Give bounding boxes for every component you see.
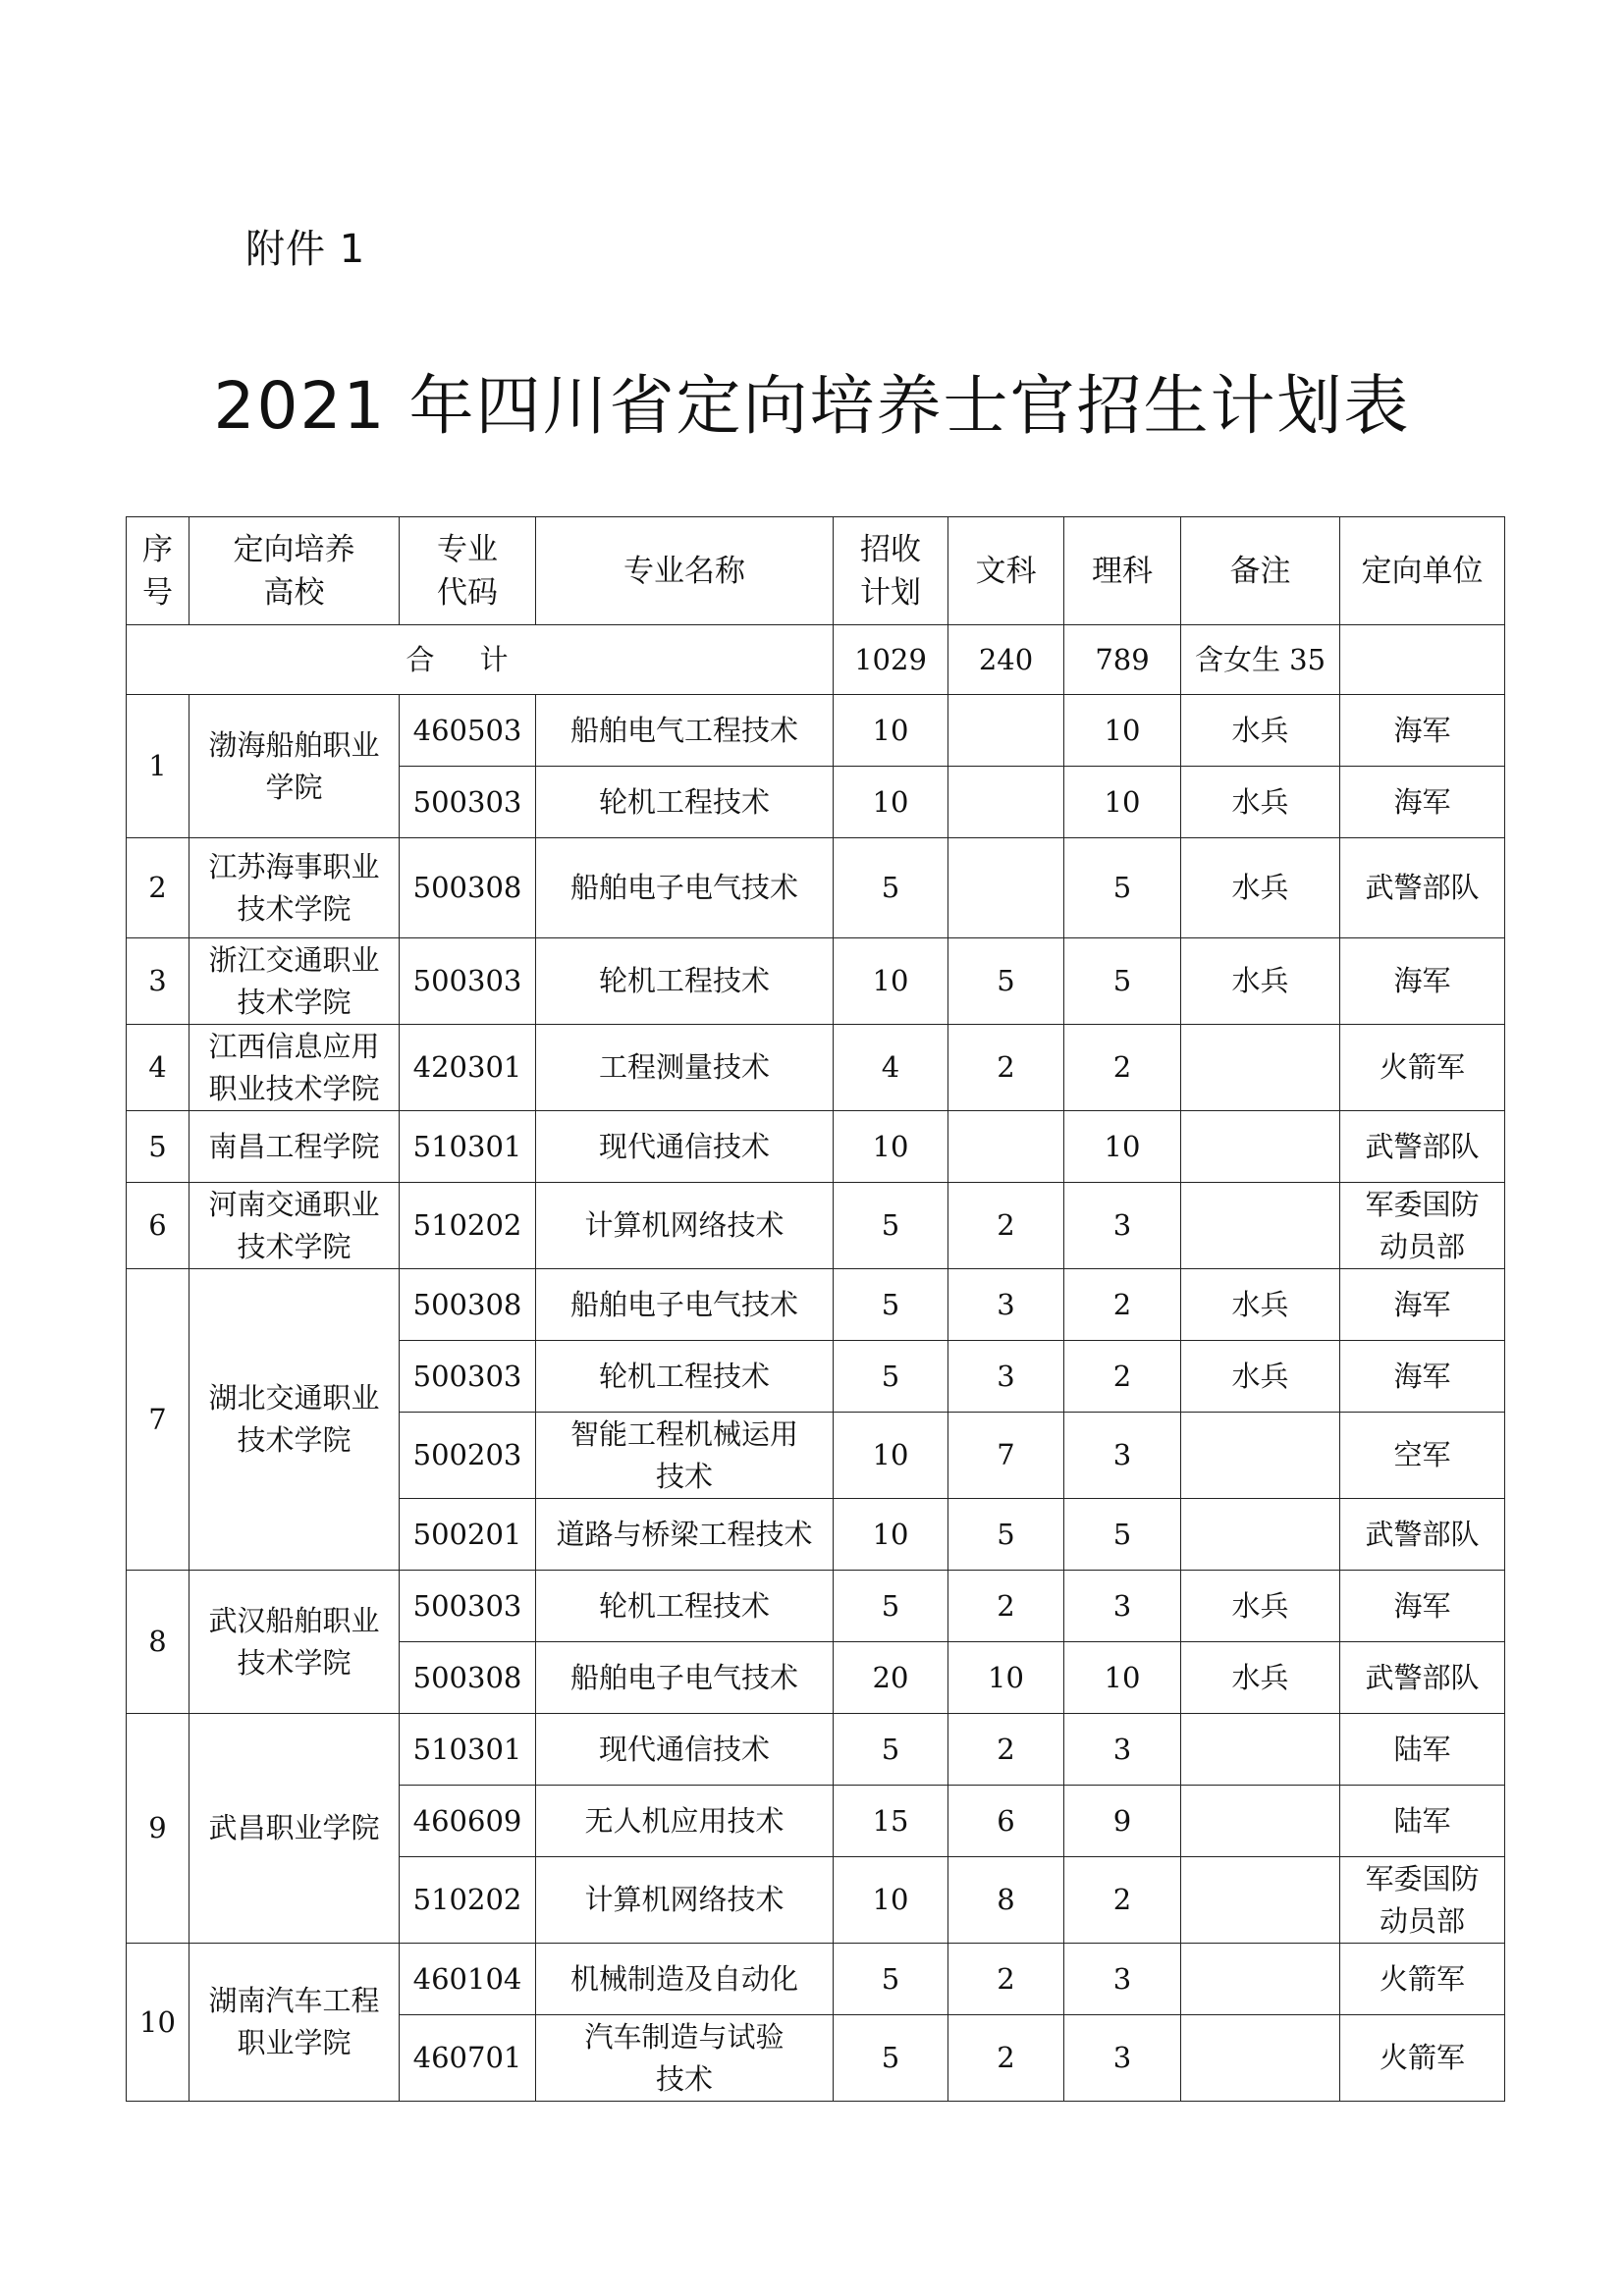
- cell-arts: 2: [948, 1944, 1064, 2015]
- cell-school: 渤海船舶职业 学院: [189, 695, 400, 838]
- cell-school: 武昌职业学院: [189, 1714, 400, 1944]
- enrollment-plan-table: [126, 516, 1505, 2102]
- cell-arts: [948, 767, 1064, 838]
- cell-plan: 5: [834, 838, 948, 938]
- cell-school: 河南交通职业 技术学院: [189, 1183, 400, 1269]
- cell-code: 510202: [400, 1857, 536, 1944]
- cell-code: 500303: [400, 1571, 536, 1642]
- table-row: [127, 1944, 1505, 2015]
- cell-plan: 10: [834, 695, 948, 767]
- cell-school: 湖南汽车工程 职业学院: [189, 1944, 400, 2102]
- cell-science: 3: [1064, 1944, 1181, 2015]
- cell-school: 江苏海事职业 技术学院: [189, 838, 400, 938]
- header-remark: 备注: [1181, 517, 1340, 625]
- cell-remark: [1181, 1944, 1340, 2015]
- cell-plan: 10: [834, 1413, 948, 1499]
- cell-unit: 海军: [1340, 695, 1505, 767]
- header-unit: 定向单位: [1340, 517, 1505, 625]
- cell-remark: 水兵: [1181, 838, 1340, 938]
- cell-remark: 水兵: [1181, 1341, 1340, 1413]
- cell-arts: [948, 838, 1064, 938]
- cell-science: 10: [1064, 767, 1181, 838]
- cell-arts: 6: [948, 1786, 1064, 1857]
- cell-code: 460104: [400, 1944, 536, 2015]
- cell-no: 4: [127, 1025, 189, 1111]
- cell-school: 江西信息应用 职业技术学院: [189, 1025, 400, 1111]
- cell-science: 3: [1064, 1714, 1181, 1786]
- cell-arts: 5: [948, 938, 1064, 1025]
- cell-major: 汽车制造与试验 技术: [536, 2015, 834, 2102]
- cell-unit: 陆军: [1340, 1786, 1505, 1857]
- cell-major: 轮机工程技术: [536, 767, 834, 838]
- cell-code: 500308: [400, 838, 536, 938]
- cell-major: 现代通信技术: [536, 1111, 834, 1183]
- cell-remark: [1181, 1857, 1340, 1944]
- cell-unit: 武警部队: [1340, 1499, 1505, 1571]
- cell-no: 10: [127, 1944, 189, 2102]
- cell-plan: 10: [834, 1499, 948, 1571]
- header-major: 专业名称: [536, 517, 834, 625]
- cell-school: 南昌工程学院: [189, 1111, 400, 1183]
- cell-no: 9: [127, 1714, 189, 1944]
- table-row: [127, 1183, 1505, 1269]
- cell-remark: 水兵: [1181, 1269, 1340, 1341]
- cell-plan: 10: [834, 1111, 948, 1183]
- cell-remark: [1181, 1499, 1340, 1571]
- cell-plan: 5: [834, 1714, 948, 1786]
- table-row: [127, 1111, 1505, 1183]
- cell-arts: 2: [948, 1025, 1064, 1111]
- cell-remark: [1181, 2015, 1340, 2102]
- total-remark: 含女生 35: [1181, 625, 1340, 695]
- cell-unit: 武警部队: [1340, 1642, 1505, 1714]
- cell-code: 460609: [400, 1786, 536, 1857]
- table-row: [127, 1571, 1505, 1642]
- cell-code: 500303: [400, 767, 536, 838]
- cell-unit: 火箭军: [1340, 2015, 1505, 2102]
- header-no: 序 号: [127, 517, 189, 625]
- cell-science: 3: [1064, 1413, 1181, 1499]
- cell-science: 3: [1064, 1183, 1181, 1269]
- cell-arts: 2: [948, 1714, 1064, 1786]
- cell-school: 浙江交通职业 技术学院: [189, 938, 400, 1025]
- cell-plan: 5: [834, 1183, 948, 1269]
- cell-science: 2: [1064, 1269, 1181, 1341]
- cell-major: 轮机工程技术: [536, 1341, 834, 1413]
- cell-science: 10: [1064, 1111, 1181, 1183]
- total-row: [127, 625, 1505, 695]
- cell-major: 船舶电子电气技术: [536, 838, 834, 938]
- cell-arts: 5: [948, 1499, 1064, 1571]
- cell-science: 3: [1064, 2015, 1181, 2102]
- cell-unit: 军委国防 动员部: [1340, 1183, 1505, 1269]
- cell-no: 1: [127, 695, 189, 838]
- cell-plan: 5: [834, 1944, 948, 2015]
- cell-code: 500201: [400, 1499, 536, 1571]
- cell-school: 武汉船舶职业 技术学院: [189, 1571, 400, 1714]
- cell-major: 轮机工程技术: [536, 938, 834, 1025]
- cell-arts: 2: [948, 1571, 1064, 1642]
- cell-code: 460701: [400, 2015, 536, 2102]
- cell-code: 510202: [400, 1183, 536, 1269]
- table-row: [127, 938, 1505, 1025]
- cell-no: 6: [127, 1183, 189, 1269]
- cell-major: 现代通信技术: [536, 1714, 834, 1786]
- cell-remark: [1181, 1413, 1340, 1499]
- table-header-row: [127, 517, 1505, 625]
- table-row: [127, 838, 1505, 938]
- cell-unit: 海军: [1340, 1341, 1505, 1413]
- cell-code: 460503: [400, 695, 536, 767]
- cell-code: 500303: [400, 938, 536, 1025]
- cell-no: 5: [127, 1111, 189, 1183]
- cell-major: 船舶电子电气技术: [536, 1269, 834, 1341]
- cell-major: 计算机网络技术: [536, 1183, 834, 1269]
- cell-school: 湖北交通职业 技术学院: [189, 1269, 400, 1571]
- cell-code: 510301: [400, 1714, 536, 1786]
- cell-code: 500203: [400, 1413, 536, 1499]
- total-unit: [1340, 625, 1505, 695]
- cell-arts: 2: [948, 1183, 1064, 1269]
- cell-unit: 海军: [1340, 1571, 1505, 1642]
- page-title: 2021 年四川省定向培养士官招生计划表: [213, 368, 1411, 444]
- cell-remark: [1181, 1714, 1340, 1786]
- cell-unit: 武警部队: [1340, 1111, 1505, 1183]
- cell-remark: 水兵: [1181, 767, 1340, 838]
- cell-unit: 武警部队: [1340, 838, 1505, 938]
- cell-unit: 海军: [1340, 1269, 1505, 1341]
- cell-unit: 海军: [1340, 938, 1505, 1025]
- cell-remark: 水兵: [1181, 938, 1340, 1025]
- cell-remark: [1181, 1786, 1340, 1857]
- cell-unit: 火箭军: [1340, 1944, 1505, 2015]
- cell-plan: 5: [834, 2015, 948, 2102]
- cell-plan: 5: [834, 1269, 948, 1341]
- cell-plan: 10: [834, 938, 948, 1025]
- cell-science: 3: [1064, 1571, 1181, 1642]
- cell-code: 500308: [400, 1269, 536, 1341]
- cell-code: 510301: [400, 1111, 536, 1183]
- cell-major: 船舶电气工程技术: [536, 695, 834, 767]
- cell-major: 无人机应用技术: [536, 1786, 834, 1857]
- cell-unit: 火箭军: [1340, 1025, 1505, 1111]
- cell-no: 7: [127, 1269, 189, 1571]
- cell-remark: 水兵: [1181, 1642, 1340, 1714]
- cell-remark: [1181, 1025, 1340, 1111]
- total-label-text: 合计: [406, 642, 554, 676]
- cell-unit: 空军: [1340, 1413, 1505, 1499]
- total-arts: 240: [948, 625, 1064, 695]
- cell-major: 船舶电子电气技术: [536, 1642, 834, 1714]
- cell-major: 轮机工程技术: [536, 1571, 834, 1642]
- cell-plan: 4: [834, 1025, 948, 1111]
- cell-unit: 军委国防 动员部: [1340, 1857, 1505, 1944]
- table-row: [127, 1714, 1505, 1786]
- cell-major: 工程测量技术: [536, 1025, 834, 1111]
- cell-science: 9: [1064, 1786, 1181, 1857]
- cell-code: 500308: [400, 1642, 536, 1714]
- cell-major: 机械制造及自动化: [536, 1944, 834, 2015]
- cell-unit: 陆军: [1340, 1714, 1505, 1786]
- cell-science: 10: [1064, 695, 1181, 767]
- cell-science: 5: [1064, 1499, 1181, 1571]
- header-arts: 文科: [948, 517, 1064, 625]
- table-row: [127, 1025, 1505, 1111]
- cell-arts: 7: [948, 1413, 1064, 1499]
- cell-arts: 3: [948, 1341, 1064, 1413]
- cell-no: 3: [127, 938, 189, 1025]
- cell-remark: [1181, 1111, 1340, 1183]
- cell-remark: 水兵: [1181, 1571, 1340, 1642]
- total-label: [127, 625, 834, 695]
- cell-code: 500303: [400, 1341, 536, 1413]
- total-science: 789: [1064, 625, 1181, 695]
- cell-arts: [948, 695, 1064, 767]
- header-school: 定向培养 高校: [189, 517, 400, 625]
- cell-science: 5: [1064, 838, 1181, 938]
- cell-arts: 3: [948, 1269, 1064, 1341]
- cell-arts: 8: [948, 1857, 1064, 1944]
- header-science: 理科: [1064, 517, 1181, 625]
- total-plan: 1029: [834, 625, 948, 695]
- header-plan: 招收 计划: [834, 517, 948, 625]
- header-code: 专业 代码: [400, 517, 536, 625]
- cell-plan: 10: [834, 1857, 948, 1944]
- cell-remark: [1181, 1183, 1340, 1269]
- cell-major: 道路与桥梁工程技术: [536, 1499, 834, 1571]
- cell-code: 420301: [400, 1025, 536, 1111]
- cell-arts: [948, 1111, 1064, 1183]
- cell-plan: 20: [834, 1642, 948, 1714]
- cell-science: 2: [1064, 1025, 1181, 1111]
- cell-science: 2: [1064, 1341, 1181, 1413]
- cell-unit: 海军: [1340, 767, 1505, 838]
- attachment-label: 附件 1: [245, 227, 366, 272]
- cell-major: 智能工程机械运用 技术: [536, 1413, 834, 1499]
- cell-plan: 5: [834, 1341, 948, 1413]
- cell-no: 2: [127, 838, 189, 938]
- table-row: [127, 1269, 1505, 1341]
- cell-science: 2: [1064, 1857, 1181, 1944]
- cell-major: 计算机网络技术: [536, 1857, 834, 1944]
- cell-arts: 2: [948, 2015, 1064, 2102]
- cell-remark: 水兵: [1181, 695, 1340, 767]
- table-row: [127, 695, 1505, 767]
- cell-science: 10: [1064, 1642, 1181, 1714]
- cell-plan: 15: [834, 1786, 948, 1857]
- cell-plan: 5: [834, 1571, 948, 1642]
- cell-arts: 10: [948, 1642, 1064, 1714]
- cell-plan: 10: [834, 767, 948, 838]
- cell-science: 5: [1064, 938, 1181, 1025]
- cell-no: 8: [127, 1571, 189, 1714]
